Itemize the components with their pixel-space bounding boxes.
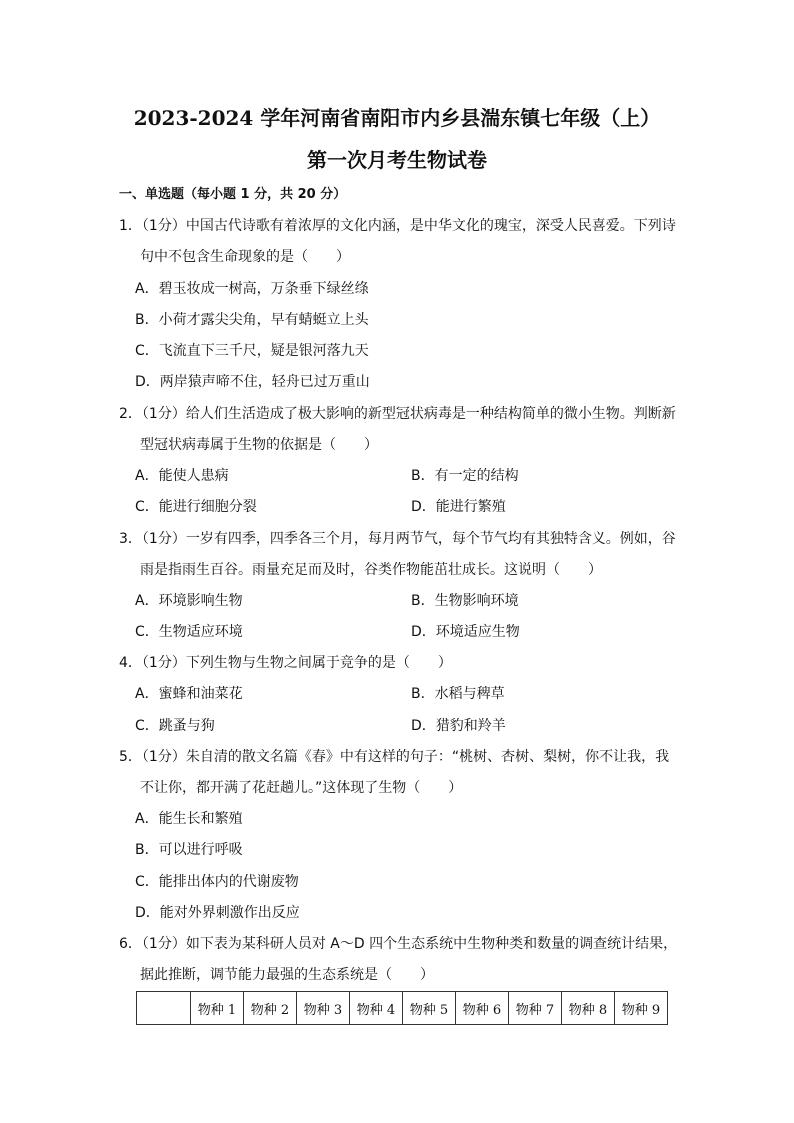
- question-1-option-a: A．碧玉妆成一树高，万条垂下绿丝绦: [135, 281, 369, 297]
- question-2-option-b: B．有一定的结构: [411, 468, 519, 484]
- question-5-option-d: D．能对外界刺激作出反应: [135, 905, 300, 921]
- question-4-option-d: D．猎豹和羚羊: [411, 718, 506, 734]
- exam-title-line-2: 第一次月考生物试卷: [307, 148, 487, 172]
- question-5-stem: 5．（1分）朱自清的散文名篇《春》中有这样的句子：“桃树、杏树、梨树，你不让我，我: [119, 749, 670, 765]
- question-3-option-a: A．环境影响生物: [135, 593, 243, 609]
- question-1-option-c: C．飞流直下三千尺，疑是银河落九天: [135, 343, 369, 359]
- question-4-stem: 4．（1分）下列生物与生物之间属于竞争的是（ ）: [119, 655, 452, 671]
- question-5-option-c: C．能排出体内的代谢废物: [135, 874, 299, 890]
- question-4-option-c: C．跳蚤与狗: [135, 718, 215, 734]
- question-3-stem: 3．（1分）一岁有四季，四季各三个月，每月两节气，每个节气均有其独特含义。例如，谷: [119, 531, 676, 547]
- section-heading: 一、单选题（每小题 1 分，共 20 分）: [119, 187, 347, 202]
- species-table: [136, 991, 668, 1025]
- question-4-option-b: B．水稻与稗草: [411, 686, 505, 702]
- table-header-species-5: 物种 5: [403, 992, 456, 1025]
- question-2-stem: 2．（1分）给人们生活造成了极大影响的新型冠状病毒是一种结构简单的微小生物。判断新: [119, 406, 676, 422]
- table-header-species-8: 物种 8: [562, 992, 615, 1025]
- question-3-stem-cont: 雨是指雨生百谷。雨量充足而及时，谷类作物能茁壮成长。这说明（ ）: [140, 562, 602, 578]
- table-header-species-4: 物种 4: [350, 992, 403, 1025]
- table-header-species-2: 物种 2: [244, 992, 297, 1025]
- question-2-option-d: D．能进行繁殖: [411, 499, 506, 515]
- question-5-stem-cont: 不让你，都开满了花赶趟儿。”这体现了生物（ ）: [140, 780, 463, 796]
- exam-title-line-1: 2023-2024 学年河南省南阳市内乡县湍东镇七年级（上）: [133, 106, 661, 130]
- question-1-option-b: B．小荷才露尖尖角，早有蜻蜓立上头: [135, 312, 369, 328]
- question-3-option-c: C．生物适应环境: [135, 624, 243, 640]
- table-header-corner: [137, 992, 191, 1025]
- question-1-stem: 1．（1分）中国古代诗歌有着浓厚的文化内涵，是中华文化的瑰宝，深受人民喜爱。下列诗: [119, 218, 676, 234]
- question-2-option-c: C．能进行细胞分裂: [135, 499, 257, 515]
- question-2-stem-cont: 型冠状病毒属于生物的依据是（ ）: [140, 437, 378, 453]
- species-table-header-row: [137, 992, 668, 1025]
- question-1-option-d: D．两岸猿声啼不住，轻舟已过万重山: [135, 374, 370, 390]
- table-header-species-1: 物种 1: [191, 992, 244, 1025]
- question-4-option-a: A．蜜蜂和油菜花: [135, 686, 243, 702]
- question-5-option-b: B．可以进行呼吸: [135, 842, 243, 858]
- question-5-option-a: A．能生长和繁殖: [135, 811, 243, 827]
- table-header-species-9: 物种 9: [615, 992, 668, 1025]
- question-1-stem-cont: 句中不包含生命现象的是（ ）: [140, 249, 350, 265]
- question-6-stem-cont: 据此推断，调节能力最强的生态系统是（ ）: [140, 967, 434, 983]
- question-2-option-a: A．能使人患病: [135, 468, 229, 484]
- question-3-option-b: B．生物影响环境: [411, 593, 519, 609]
- question-6-stem: 6．（1分）如下表为某科研人员对 A～D 四个生态系统中生物种类和数量的调查统计结果，: [119, 936, 678, 952]
- table-header-species-3: 物种 3: [297, 992, 350, 1025]
- table-header-species-6: 物种 6: [456, 992, 509, 1025]
- table-header-species-7: 物种 7: [509, 992, 562, 1025]
- question-3-option-d: D．环境适应生物: [411, 624, 520, 640]
